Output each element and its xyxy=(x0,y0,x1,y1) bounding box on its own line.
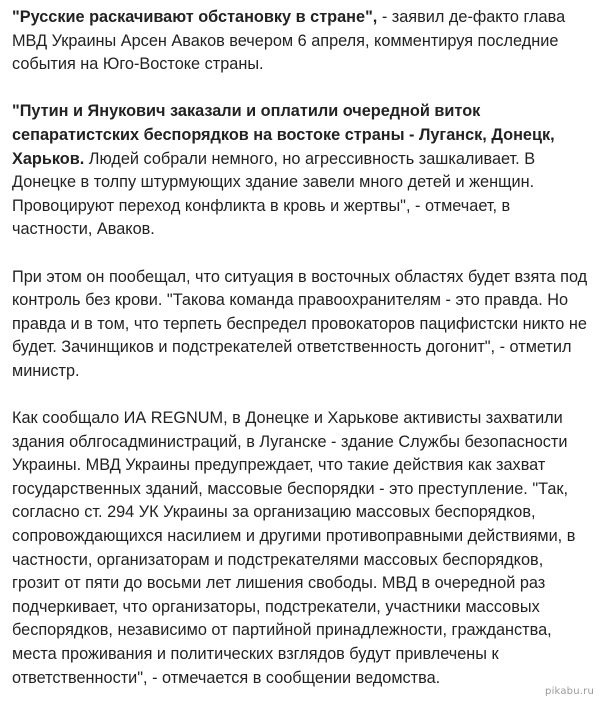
site-watermark: pikabu.ru xyxy=(545,686,594,697)
paragraph-3-text: При этом он пообещал, что ситуация в восточных областях будет взята под контроль без крови. "Такова команда правоохранителям - это правда. Но правда и в том, что терпеть беспредел провокаторов пацифистски никто не будет. Зачинщиков и подстрекателей ответственность догонит", - отметил министр. xyxy=(12,267,588,380)
paragraph-2-text: Людей собрали немного, но агрессивность зашкаливает. В Донецке в толпу штурмующих здание завели много детей и женщин. Провоцируют переход конфликта в кровь и жертвы", - отмечает, в частности, Аваков. xyxy=(12,149,536,239)
paragraph-2 xyxy=(12,100,588,242)
paragraph-3 xyxy=(12,266,588,384)
paragraph-2-quote: "Путин и Янукович заказали и оплатили очередной виток сепаратистских беспорядков на востоке страны - Луганск, Донецк, Харьков. xyxy=(12,102,555,168)
paragraph-4-text: Как сообщало ИА REGNUM, в Донецке и Харькове активисты захватили здания облгосадминистраций, в Луганске - здание Службы безопасности Украины. МВД Украины предупреждает, что такие действия как захват государственных зданий, массовые беспорядки - это преступление. "Так, согласно ст. 294 УК Украины за организацию массовых беспорядков, сопровождающихся насилием и другими противоправными действиями, в частности, организаторам и подстрекателями массовых беспорядков, грозит от пяти до восьми лет лишения свободы. МВД в очередной раз подчеркивает, что организаторы, подстрекатели, участники массовых беспорядков, независимо от партийной принадлежности, гражданства, места проживания и политических взглядов будут привлечены к ответственности", - отмечается в сообщении ведомства. xyxy=(12,409,576,687)
paragraph-1-text: - заявил де-факто глава МВД Украины Арсен Аваков вечером 6 апреля, комментируя последние события на Юго-Востоке страны. xyxy=(12,8,566,74)
paragraph-1-quote: "Русские раскачивают обстановку в стране", xyxy=(12,8,378,26)
paragraph-1 xyxy=(12,6,588,77)
paragraph-4 xyxy=(12,407,588,690)
